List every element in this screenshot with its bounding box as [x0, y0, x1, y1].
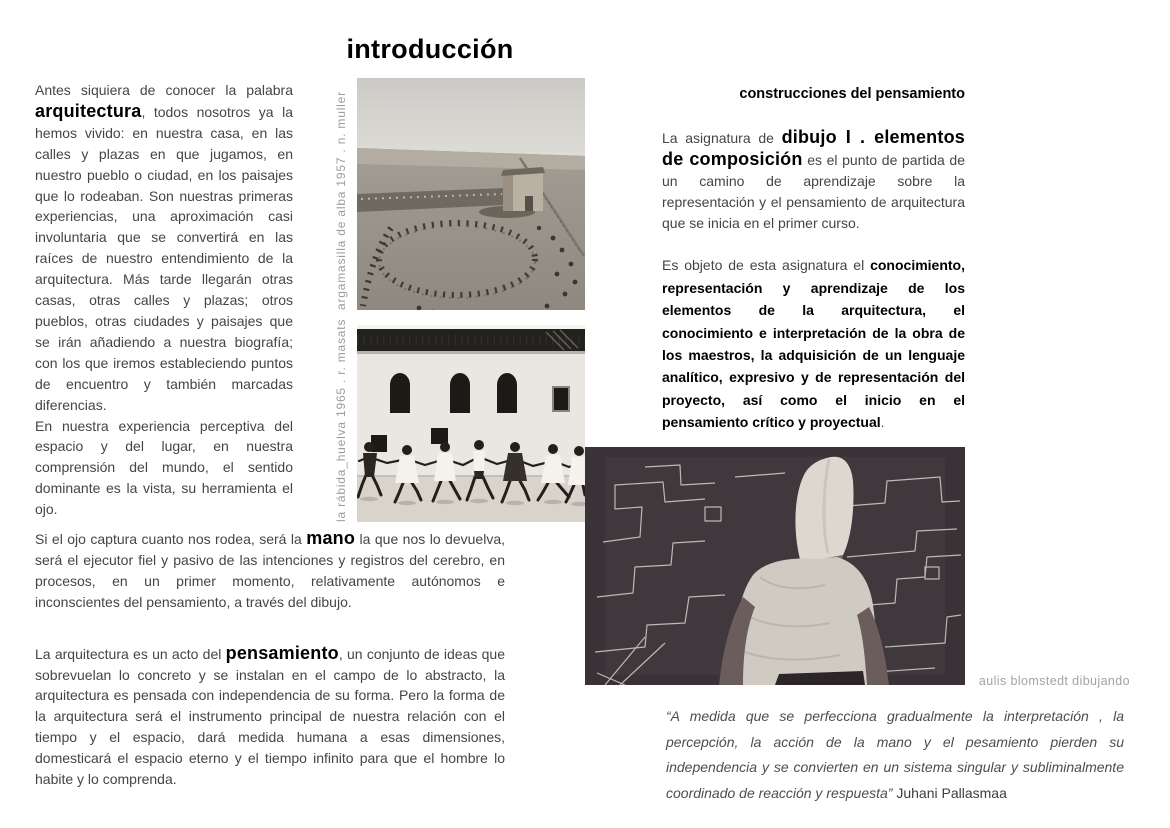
- quote-attribution: Juhani Pallasmaa: [892, 784, 1007, 801]
- keyword-mano: mano: [306, 528, 356, 548]
- thought-p-post: , un conjunto de ideas que sobrevuelan lo concreto y se instalan en el campo de lo abstracto, la arquitectura es pensada con independencia de su forma. Pero la forma de la arquitectura será el instrumento principal de nuestra relación con el tiempo y el espacio, dará medida humana a esas dimensiones, domesticará el espacio eterno y el tiempo infinito para que el hombre lo habite y lo comprenda.: [35, 645, 505, 788]
- intro-p1-pre: Antes siquiera de conocer la palabra: [35, 82, 293, 98]
- intro-column: [35, 80, 293, 520]
- photo-caption-la-rabida: la rábida_huelva 1965 . r. masats: [334, 318, 348, 522]
- photo-argamasilla-circle-dance: [357, 78, 585, 310]
- objectives-paragraph: [662, 254, 965, 433]
- intro-p1-post: , todos nosotros ya la hemos vivido: en nuestra casa, en las calles y plazas en que jugamos, en nuestro pueblo o ciudad, en los paisajes que lo rodeaban. Son nuestras primeras experiencias, una aproximación casi involuntaria que se convertirá en las raíces de nuestro entendimiento de la arquitectura. Más tarde llegarán otras casas, otras calles y plazas; otros pueblos, otras ciudades y paisajes que se irán añadiendo a nuestra biografía; con los que iremos estableciendo puntos de encuentro y también marcadas diferencias.: [35, 103, 293, 413]
- objectives-p-post: .: [880, 414, 885, 431]
- photo-la-rabida-children-dancing: [357, 325, 585, 522]
- course-p-pre: La asignatura de: [662, 129, 782, 146]
- hand-p-post: la que nos lo devuelva, será el ejecutor fiel y pasivo de las intenciones y registros del cerebro, en procesos, en un primer momento, relativamente autónomos e inconscientes del pensamiento, a través del dibujo.: [35, 531, 505, 610]
- objectives-bold: conocimiento, representación y aprendizaje de los elementos de la arquitectura, el conocimiento e interpretación de la obra de los maestros, la adquisición de un lenguaje analítico, expresivo y de representación del proyecto, así como el inicio en el pensamiento crítico y proyectual: [662, 257, 965, 431]
- pallasmaa-quote: [666, 704, 1124, 806]
- chalkboard-photo-graphic: [585, 447, 965, 685]
- thought-p-pre: La arquitectura es un acto del: [35, 645, 226, 662]
- children-dance-photo-graphic: [357, 325, 585, 522]
- page-title: introducción: [346, 34, 514, 64]
- body-paragraph-thought: [35, 643, 505, 790]
- intro-paragraph-2: En nuestra experiencia perceptiva del espacio y del lugar, en nuestra comprensión del mundo, el sentido dominante es la vista, su herramienta el ojo.: [35, 417, 293, 518]
- photo-caption-blomstedt: aulis blomstedt dibujando: [978, 674, 1130, 688]
- body-paragraph-hand: [35, 528, 505, 613]
- photo-caption-argamasilla: argamasilla de alba 1957 . n. muller: [334, 91, 348, 310]
- keyword-pensamiento: pensamiento: [225, 642, 339, 663]
- hand-p-pre: Si el ojo captura cuanto nos rodea, será la: [35, 531, 307, 547]
- right-column: [662, 84, 965, 434]
- right-column-heading: construcciones del pensamiento: [739, 86, 965, 102]
- objectives-p-pre: Es objeto de esta asignatura el: [662, 257, 871, 274]
- keyword-dibujo-1: dibujo I . elementos de composición: [662, 126, 965, 169]
- course-paragraph: [662, 127, 965, 234]
- intro-paragraph-1: [35, 80, 293, 416]
- field-ring-photo-graphic: [357, 78, 585, 310]
- body-text-block: [35, 528, 505, 790]
- photo-blomstedt-drawing: [585, 447, 965, 685]
- quote-text: “A medida que se perfecciona gradualmente la interpretación , la percepción, la acción de la mano y el pesamiento pierden su independencia y se convierten en un sistema singular y subliminalmente coordinado de reacción y respuesta”: [666, 708, 1124, 801]
- keyword-arquitectura: arquitectura: [35, 100, 142, 121]
- course-p-post: es el punto de partida de un camino de aprendizaje sobre la representación y el pensamiento de arquitectura que se inicia en el primer curso.: [662, 151, 965, 231]
